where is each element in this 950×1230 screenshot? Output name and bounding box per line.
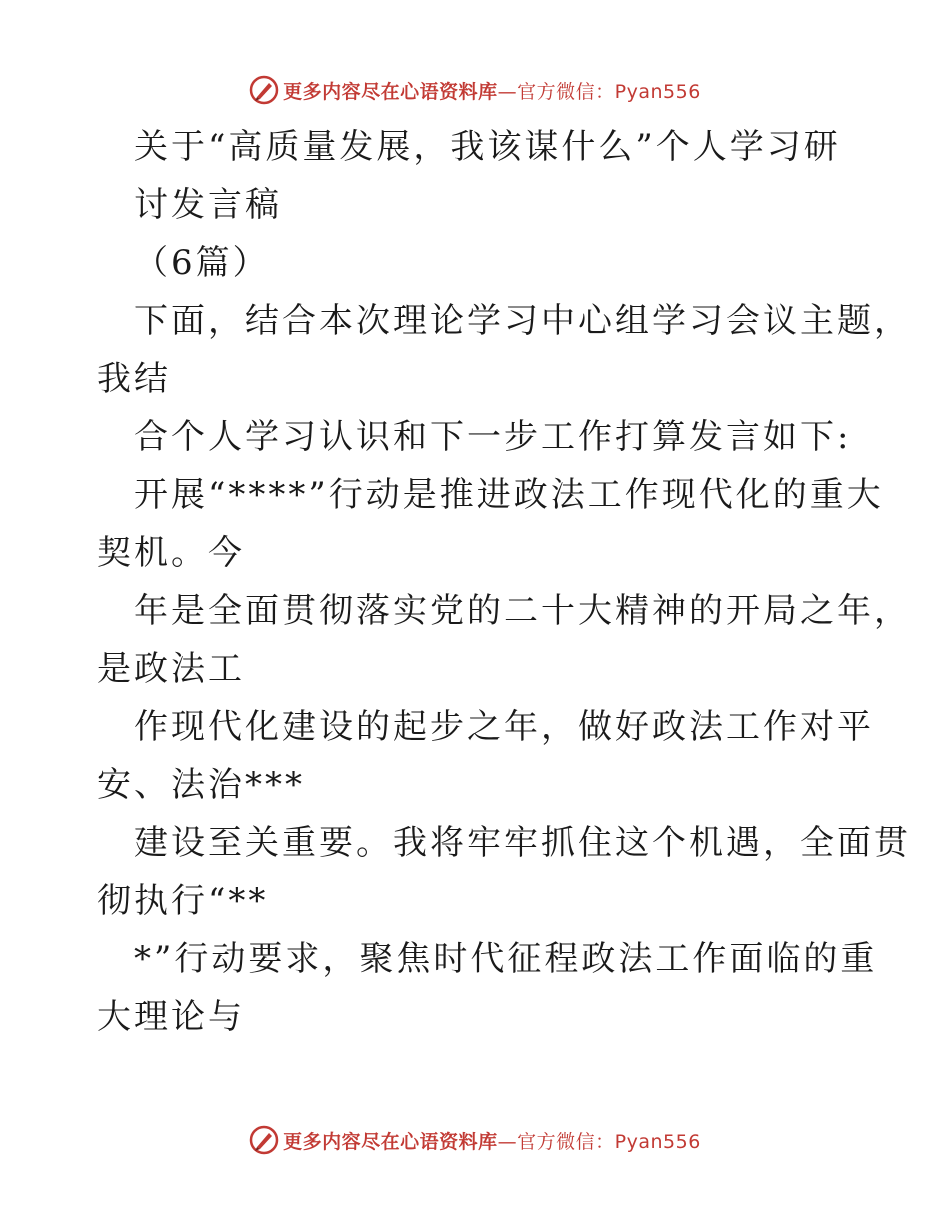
doc-paragraph-line: 下面，结合本次理论学习中心组学习会议主题， bbox=[134, 301, 911, 341]
doc-title-line-1: 关于“高质量发展，我该谋什么”个人学习研 bbox=[134, 127, 841, 167]
doc-paragraph-line: 安、法治*** bbox=[97, 765, 305, 805]
doc-paragraph-line: 是政法工 bbox=[97, 649, 245, 689]
header-banner-text: 更多内容尽在心语资料库—官方微信：Pyan556 bbox=[283, 80, 701, 103]
doc-paragraph-line: 年是全面贯彻落实党的二十大精神的开局之年， bbox=[134, 591, 911, 631]
doc-paragraph-line: 合个人学习认识和下一步工作打算发言如下: bbox=[134, 417, 852, 457]
doc-paragraph-line: 彻执行“** bbox=[97, 881, 269, 921]
doc-paragraph-line: 契机。今 bbox=[97, 533, 245, 573]
doc-paragraph-line: 我结 bbox=[97, 359, 171, 399]
pen-logo-icon bbox=[249, 1125, 279, 1155]
pen-logo-icon bbox=[249, 75, 279, 105]
doc-paragraph-line: *”行动要求，聚焦时代征程政法工作面临的重 bbox=[134, 939, 878, 979]
header-banner bbox=[0, 70, 950, 110]
footer-banner bbox=[0, 1120, 950, 1160]
doc-subtitle: （6篇） bbox=[134, 243, 270, 283]
footer-banner-text: 更多内容尽在心语资料库—官方微信：Pyan556 bbox=[283, 1130, 701, 1153]
doc-paragraph-line: 开展“****”行动是推进政法工作现代化的重大 bbox=[134, 475, 884, 515]
doc-paragraph-line: 大理论与 bbox=[97, 997, 245, 1037]
doc-title-line-2: 讨发言稿 bbox=[134, 185, 282, 225]
doc-paragraph-line: 建设至关重要。我将牢牢抓住这个机遇，全面贯 bbox=[134, 823, 911, 863]
doc-paragraph-line: 作现代化建设的起步之年，做好政法工作对平 bbox=[134, 707, 874, 747]
